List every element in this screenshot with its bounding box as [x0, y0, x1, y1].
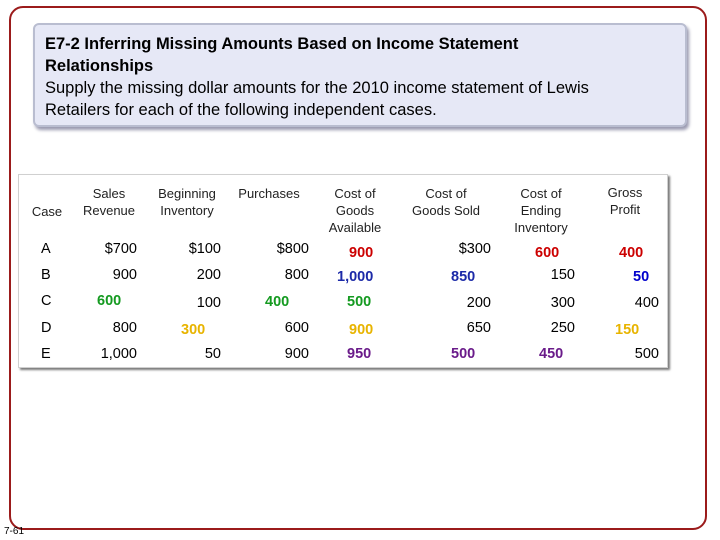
row-c-ending: 300 — [550, 295, 575, 311]
row-c-begin: 100 — [196, 295, 221, 311]
row-a-case: A — [41, 241, 51, 257]
header-ending-inventory — [501, 185, 581, 236]
row-d-available: 900 — [349, 322, 374, 338]
row-a-sales: $700 — [104, 241, 137, 257]
slide-number: 7-61 — [4, 526, 25, 537]
row-b-begin: 200 — [196, 267, 221, 283]
header-beginning-inventory — [147, 185, 227, 219]
header-purchases: Purchases — [238, 186, 300, 201]
header-case: Case — [31, 204, 63, 219]
title-line-1: E7-2 Inferring Missing Amounts Based on Income Statement — [45, 35, 519, 53]
header-cogs-sold — [401, 185, 491, 219]
header-end-line1: Cost of — [520, 186, 562, 201]
row-b-available: 1,000 — [337, 269, 374, 285]
title-line-2: Relationships — [45, 57, 154, 75]
row-a-gross: 400 — [619, 245, 644, 261]
title-line-3: Supply the missing dollar amounts for the 2010 income statement of Lewis — [45, 79, 589, 97]
row-b-sales: 900 — [112, 267, 137, 283]
title-line-4: Retailers for each of the following independent cases. — [45, 101, 437, 119]
row-b-gross: 50 — [633, 269, 650, 285]
header-avail-line3: Available — [328, 220, 382, 235]
row-e-gross: 500 — [634, 346, 659, 362]
header-avail-line2: Goods — [335, 203, 375, 218]
header-sold-line2: Goods Sold — [412, 203, 480, 218]
row-e-ending: 450 — [539, 346, 564, 362]
row-a-begin: $100 — [188, 241, 221, 257]
row-e-begin: 50 — [204, 346, 221, 362]
header-sales-line1: Sales — [92, 186, 126, 201]
header-sales-revenue — [75, 185, 143, 219]
row-d-begin: 300 — [181, 322, 206, 338]
row-c-case: C — [41, 293, 52, 309]
title-box — [33, 23, 687, 127]
row-e-sold: 500 — [451, 346, 476, 362]
header-gross-line1: Gross — [607, 185, 643, 200]
row-c-available: 500 — [347, 294, 372, 310]
header-begin-line2: Inventory — [160, 203, 214, 218]
row-c-purchases: 400 — [265, 294, 290, 310]
row-a-available: 900 — [349, 245, 374, 261]
row-b-sold: 850 — [451, 269, 476, 285]
row-a-purchases: $800 — [276, 241, 309, 257]
row-c-sold: 200 — [466, 295, 491, 311]
row-e-available: 950 — [347, 346, 372, 362]
row-d-sold: 650 — [466, 320, 491, 336]
income-table — [18, 174, 668, 368]
header-end-line2: Ending — [520, 203, 562, 218]
row-a-sold: $300 — [458, 241, 491, 257]
row-b-case: B — [41, 267, 51, 283]
row-d-purchases: 600 — [284, 320, 309, 336]
header-gross-line2: Profit — [609, 202, 641, 217]
header-avail-line1: Cost of — [334, 186, 376, 201]
header-cogs-available — [315, 185, 395, 236]
row-e-purchases: 900 — [284, 346, 309, 362]
header-gross-profit — [593, 184, 657, 218]
row-a-ending: 600 — [535, 245, 560, 261]
row-d-sales: 800 — [112, 320, 137, 336]
row-c-gross: 400 — [634, 295, 659, 311]
header-end-line3: Inventory — [514, 220, 568, 235]
header-sales-line2: Revenue — [82, 203, 136, 218]
row-c-sales: 600 — [97, 293, 122, 309]
header-begin-line1: Beginning — [158, 186, 216, 201]
row-e-sales: 1,000 — [100, 346, 137, 362]
row-b-ending: 150 — [550, 267, 575, 283]
header-sold-line1: Cost of — [425, 186, 467, 201]
row-d-ending: 250 — [550, 320, 575, 336]
row-b-purchases: 800 — [284, 267, 309, 283]
row-d-case: D — [41, 320, 52, 336]
row-e-case: E — [41, 346, 51, 362]
row-d-gross: 150 — [615, 322, 640, 338]
